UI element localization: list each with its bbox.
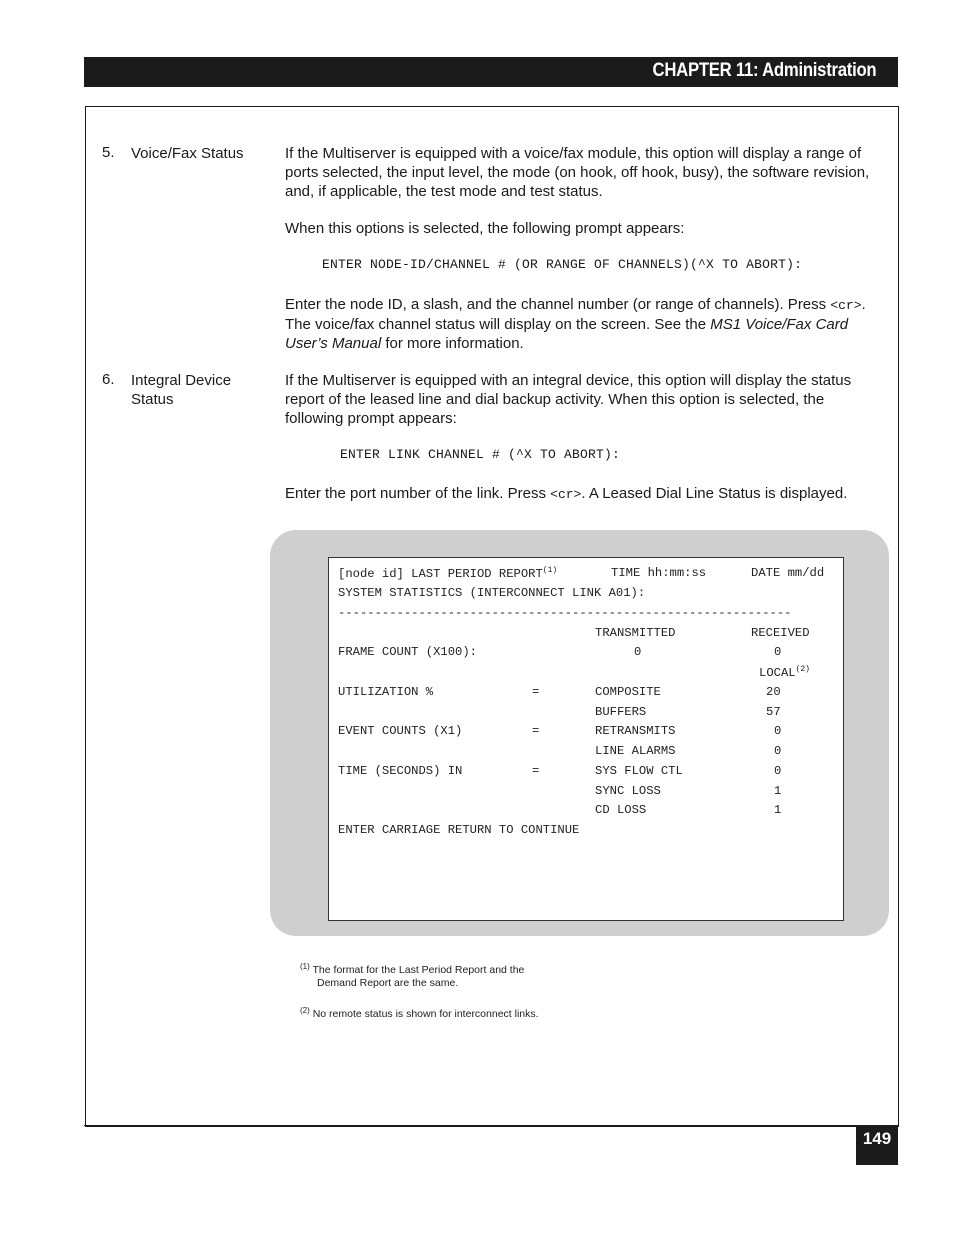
screen-continue-prompt: ENTER CARRIAGE RETURN TO CONTINUE [338, 823, 580, 837]
item-6-instr-part-a: Enter the port number of the link. Press [285, 485, 551, 502]
item-number-5: 5. [102, 144, 115, 161]
stat-row-equals: = [532, 764, 540, 778]
stat-row-name: SYS FLOW CTL [595, 764, 683, 778]
stat-row-name: BUFFERS [595, 705, 647, 719]
stat-row-name: COMPOSITE [595, 685, 661, 699]
screen-separator: -------------------------------------------------------------- [338, 606, 792, 620]
stat-row-name: RETRANSMITS [595, 724, 676, 738]
stat-row-name: SYNC LOSS [595, 784, 661, 798]
stat-row-left-label: UTILIZATION % [338, 685, 434, 699]
local-text: LOCAL [759, 666, 796, 680]
stat-row-value: 57 [766, 705, 781, 719]
local-label [759, 665, 810, 680]
footnote-1-line1: The format for the Last Period Report and the [312, 964, 525, 976]
cr-key-code: <cr> [830, 298, 862, 313]
col-received: RECEIVED [751, 626, 810, 640]
frame-count-transmitted: 0 [634, 645, 642, 659]
item-5-description: If the Multiserver is equipped with a voice/fax module, this option will display a range of ports selected, the input level, the mode (on hook, off hook, busy), the software revision, and, if applicable, the test mode and test status. [285, 145, 870, 200]
page-number: 149 [856, 1125, 898, 1165]
footer-rule [84, 1125, 898, 1126]
footnote-ref-2: (2) [795, 665, 810, 674]
item-number-6: 6. [102, 371, 115, 388]
stat-row-value: 0 [774, 744, 782, 758]
screen-system-statistics: SYSTEM STATISTICS (INTERCONNECT LINK A01): [338, 586, 646, 600]
col-transmitted: TRANSMITTED [595, 626, 676, 640]
chapter-header-bar [84, 57, 898, 87]
stat-row-value: 1 [774, 803, 782, 817]
footnote-1-line2: Demand Report are the same. [317, 977, 459, 989]
stat-row-value: 0 [774, 724, 782, 738]
screen-date: DATE mm/dd [751, 566, 825, 580]
screen-time: TIME hh:mm:ss [611, 566, 707, 580]
item-term-voice-fax-status: Voice/Fax Status [131, 145, 244, 162]
item-6-description: If the Multiserver is equipped with an integral device, this option will display the status report of the leased line and dial backup activity. When this option is selected, the following prompt appears: [285, 372, 852, 427]
footnote-ref-1: (1) [542, 566, 558, 575]
stat-row-left-label: TIME (SECONDS) IN [338, 764, 463, 778]
item-5-instr-part-b: . The voice/fax channel status will display on the screen. See the [285, 296, 866, 333]
stat-row-left-label: EVENT COUNTS (X1) [338, 724, 463, 738]
manual-reference: MS1 Voice/Fax Card User’s Manual [285, 316, 849, 352]
terminal-screen [328, 557, 844, 921]
stat-row-equals: = [532, 685, 540, 699]
frame-count-received: 0 [774, 645, 782, 659]
footnote-2-line1: No remote status is shown for interconnect links. [312, 1008, 539, 1020]
item-5-prompt-intro: When this options is selected, the following prompt appears: [285, 220, 685, 237]
footnote-1-mark: (1) [300, 962, 310, 971]
chapter-title: CHAPTER 11: Administration [652, 60, 876, 81]
stat-row-value: 1 [774, 784, 782, 798]
report-title-text: [node id] LAST PERIOD REPORT [338, 567, 543, 581]
cr-key-code: <cr> [550, 487, 582, 502]
item-6-instr-part-b: . A Leased Dial Line Status is displayed. [581, 485, 848, 502]
item-5-instr-part-a: Enter the node ID, a slash, and the channel number (or range of channels). Press [285, 296, 831, 313]
footnote-2 [300, 1004, 539, 1021]
item-term-integral-device-status: Integral Device Status [131, 372, 232, 408]
stat-row-name: CD LOSS [595, 803, 647, 817]
item-5-prompt-text: ENTER NODE-ID/CHANNEL # (OR RANGE OF CHANNELS)(^X TO ABORT): [322, 257, 803, 272]
stat-row-name: LINE ALARMS [595, 744, 676, 758]
stat-row-value: 0 [774, 764, 782, 778]
item-6-prompt-text: ENTER LINK CHANNEL # (^X TO ABORT): [340, 447, 621, 462]
frame-count-label: FRAME COUNT (X100): [338, 645, 477, 659]
footnote-1 [300, 960, 524, 990]
footnote-2-mark: (2) [300, 1006, 310, 1015]
stat-row-value: 20 [766, 685, 781, 699]
item-5-instructions [285, 295, 875, 353]
item-6-instructions [285, 484, 875, 504]
item-5-instr-part-c: for more information. [381, 335, 524, 352]
screen-report-title [338, 566, 557, 581]
stat-row-equals: = [532, 724, 540, 738]
